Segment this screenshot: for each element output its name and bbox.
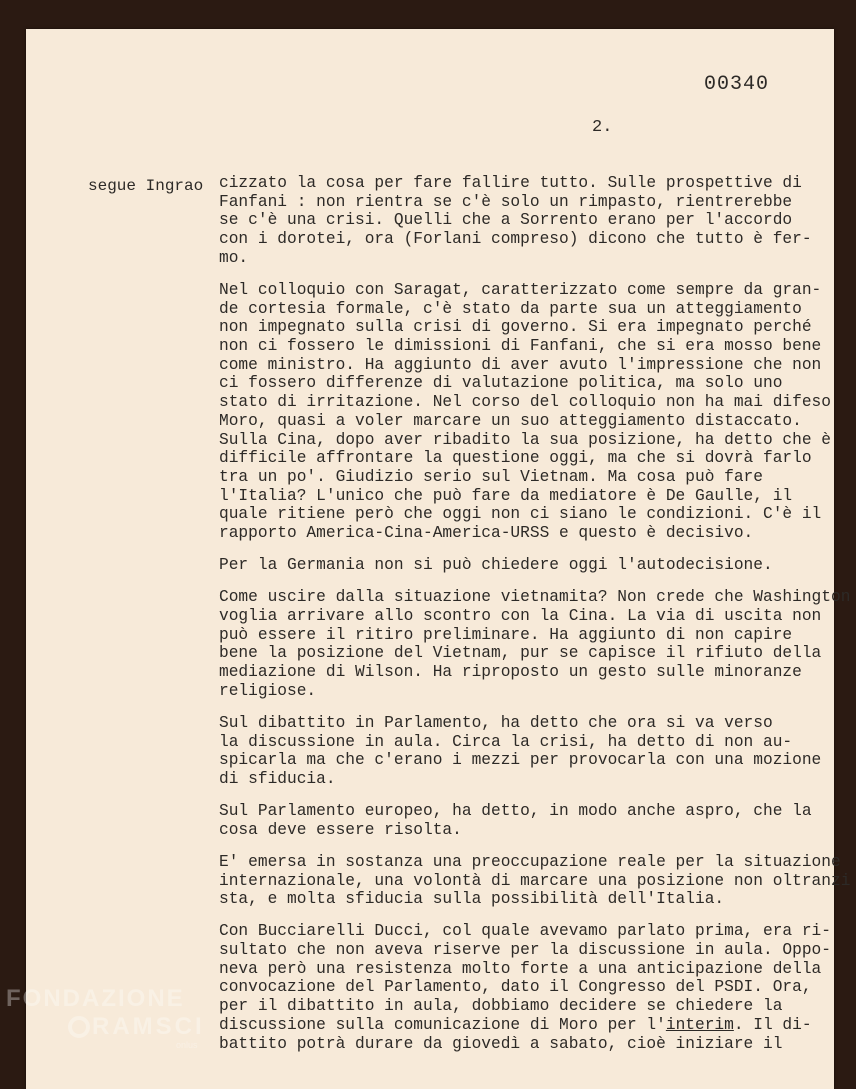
text-line: cosa deve essere risolta. xyxy=(219,820,462,839)
text-line: Con Bucciarelli Ducci, col quale avevamo parlato prima, era ri- xyxy=(219,922,831,941)
text-line: ci fossero differenze di valutazione politica, ma solo uno xyxy=(219,374,783,393)
fondazione-gramsci-watermark xyxy=(6,987,205,1050)
text-line: internazionale, una volontà di marcare una posizione non oltranzi xyxy=(219,871,851,890)
text-line: Sul dibattito in Parlamento, ha detto che ora si va verso xyxy=(219,713,773,732)
text-line: Come uscire dalla situazione vietnamita? Non crede che Washington xyxy=(219,588,851,607)
text-line: E' emersa in sostanza una preoccupazione reale per la situazione xyxy=(219,852,841,871)
text-line: come ministro. Ha aggiunto di aver avuto l'impressione che non xyxy=(219,355,822,374)
text-line: Fanfani : non rientra se c'è solo un rimpasto, rientrerebbe xyxy=(219,192,793,211)
page-number: 2. xyxy=(592,118,613,137)
document-number: 00340 xyxy=(704,73,770,96)
text-line: tra un po'. Giudizio serio sul Vietnam. Ma cosa può fare xyxy=(219,467,763,486)
watermark-line-2-text: RAMSCI xyxy=(92,1013,205,1040)
paragraph xyxy=(219,922,839,1053)
paragraph xyxy=(219,714,839,789)
body-text xyxy=(219,174,851,1067)
text-line: cizzato la cosa per fare fallire tutto. Sulle prospettive di xyxy=(219,174,802,192)
text-line: discussione sulla comunicazione di Moro per l'interim. Il di- xyxy=(219,1015,812,1034)
paragraph xyxy=(219,281,839,543)
gramsci-g-logo-icon xyxy=(68,1016,90,1038)
text-line: Per la Germania non si può chiedere oggi l'autodecisione. xyxy=(219,556,773,575)
text-line: non impegnato sulla crisi di governo. Si era impegnato perché xyxy=(219,318,812,337)
underlined-word: interim xyxy=(665,1015,734,1034)
text-line: sultato che non aveva riserve per la discussione in aula. Oppo- xyxy=(219,941,831,960)
text-line: spicarla ma che c'erano i mezzi per provocarla con una mozione xyxy=(219,751,822,770)
text-line: battito potrà durare da giovedì a sabato, cioè iniziare il xyxy=(219,1034,783,1053)
paragraph xyxy=(219,802,839,839)
text-line: per il dibattito in aula, dobbiamo decidere se chiedere la xyxy=(219,997,783,1016)
text-line: mediazione di Wilson. Ha riproposto un gesto sulle minoranze xyxy=(219,663,802,682)
text-line: di sfiducia. xyxy=(219,769,336,788)
document-page xyxy=(26,29,851,1089)
margin-note: segue Ingrao xyxy=(88,177,204,195)
text-line: religiose. xyxy=(219,681,317,700)
text-line: la discussione in aula. Circa la crisi, ha detto di non au- xyxy=(219,732,793,751)
watermark-line-3: onlus xyxy=(176,1040,198,1050)
watermark-line-1: FONDAZIONE xyxy=(6,985,185,1012)
text-line: convocazione del Parlamento, dato il Congresso del PSDI. Ora, xyxy=(219,978,812,997)
text-line: voglia arrivare allo scontro con la Cina. La via di uscita non xyxy=(219,606,822,625)
text-line: Sul Parlamento europeo, ha detto, in modo anche aspro, che la xyxy=(219,802,812,821)
text-line: sta, e molta sfiducia sulla possibilità dell'Italia. xyxy=(219,890,725,909)
text-line: non ci fossero le dimissioni di Fanfani, che si era mosso bene xyxy=(219,337,822,356)
text-line: se c'è una crisi. Quelli che a Sorrento erano per l'accordo xyxy=(219,211,793,230)
text-line: rapporto America-Cina-America-URSS e questo è decisivo. xyxy=(219,524,754,543)
paragraph xyxy=(219,556,839,575)
watermark-line-2 xyxy=(68,1015,205,1039)
paragraph xyxy=(219,852,851,909)
text-line: Sulla Cina, dopo aver ribadito la sua posizione, ha detto che è xyxy=(219,430,831,449)
text-line: bene la posizione del Vietnam, pur se capisce il rifiuto della xyxy=(219,644,822,663)
text-line: de cortesia formale, c'è stato da parte sua un atteggiamento xyxy=(219,299,802,318)
paragraph xyxy=(219,174,839,268)
text-line: con i dorotei, ora (Forlani compreso) dicono che tutto è fer- xyxy=(219,230,812,249)
text-line: difficile affrontare la questione oggi, ma che si dovrà farlo xyxy=(219,449,812,468)
text-line: mo. xyxy=(219,248,249,267)
text-line: Moro, quasi a voler marcare un suo atteggiamento distaccato. xyxy=(219,411,802,430)
paragraph xyxy=(219,588,851,700)
text-line: può essere il ritiro preliminare. Ha aggiunto di non capire xyxy=(219,625,793,644)
text-line: l'Italia? L'unico che può fare da mediatore è De Gaulle, il xyxy=(219,486,793,505)
text-line: quale ritiene però che oggi non ci siano le condizioni. C'è il xyxy=(219,505,822,524)
text-line: Nel colloquio con Saragat, caratterizzato come sempre da gran- xyxy=(219,280,822,299)
text-line: neva però una resistenza molto forte a una anticipazione della xyxy=(219,959,822,978)
text-line: stato di irritazione. Nel corso del colloquio non ha mai difeso xyxy=(219,393,831,412)
